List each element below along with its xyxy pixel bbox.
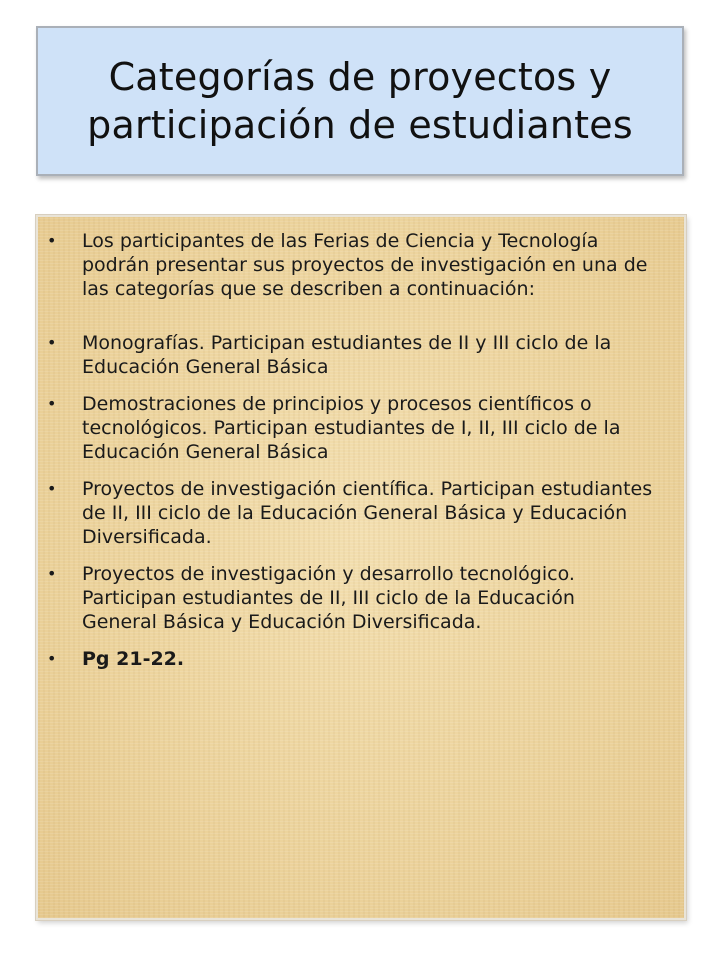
list-item-monografias bbox=[47, 331, 654, 379]
list-item-investigacion-cientifica bbox=[47, 477, 654, 549]
bullet-icon: • bbox=[47, 649, 57, 668]
list-item-text: Proyectos de investigación y desarrollo tecnológico. Participan estudiantes de II, III ciclo de la Educación General Básica y Educación Diversificada. bbox=[82, 563, 575, 633]
bullet-icon: • bbox=[47, 231, 57, 250]
list-item-page-reference bbox=[47, 647, 654, 671]
list-item-desarrollo-tecnologico bbox=[47, 562, 654, 634]
content-panel bbox=[36, 215, 686, 920]
list-item-text: Monografías. Participan estudiantes de II y III ciclo de la Educación General Básica bbox=[82, 332, 612, 378]
bullet-list bbox=[38, 217, 684, 671]
title-panel bbox=[36, 26, 684, 176]
list-item-intro bbox=[47, 229, 654, 301]
bullet-icon: • bbox=[47, 394, 57, 413]
list-item-text: Demostraciones de principios y procesos científicos o tecnológicos. Participan estudiantes de I, II, III ciclo de la Educación General Básica bbox=[82, 393, 621, 463]
slide-title: Categorías de proyectos y participación de estudiantes bbox=[87, 54, 633, 147]
list-item-demostraciones bbox=[47, 392, 654, 464]
bullet-icon: • bbox=[47, 479, 57, 498]
list-item-text: Proyectos de investigación científica. Participan estudiantes de II, III ciclo de la Educación General Básica y Educación Diversificada. bbox=[82, 478, 653, 548]
list-item-text: Los participantes de las Ferias de Ciencia y Tecnología podrán presentar sus proyectos de investigación en una de las categorías que se describen a continuación: bbox=[82, 230, 648, 300]
bullet-icon: • bbox=[47, 564, 57, 583]
bullet-icon: • bbox=[47, 333, 57, 352]
page-reference-text: Pg 21-22. bbox=[82, 648, 185, 670]
